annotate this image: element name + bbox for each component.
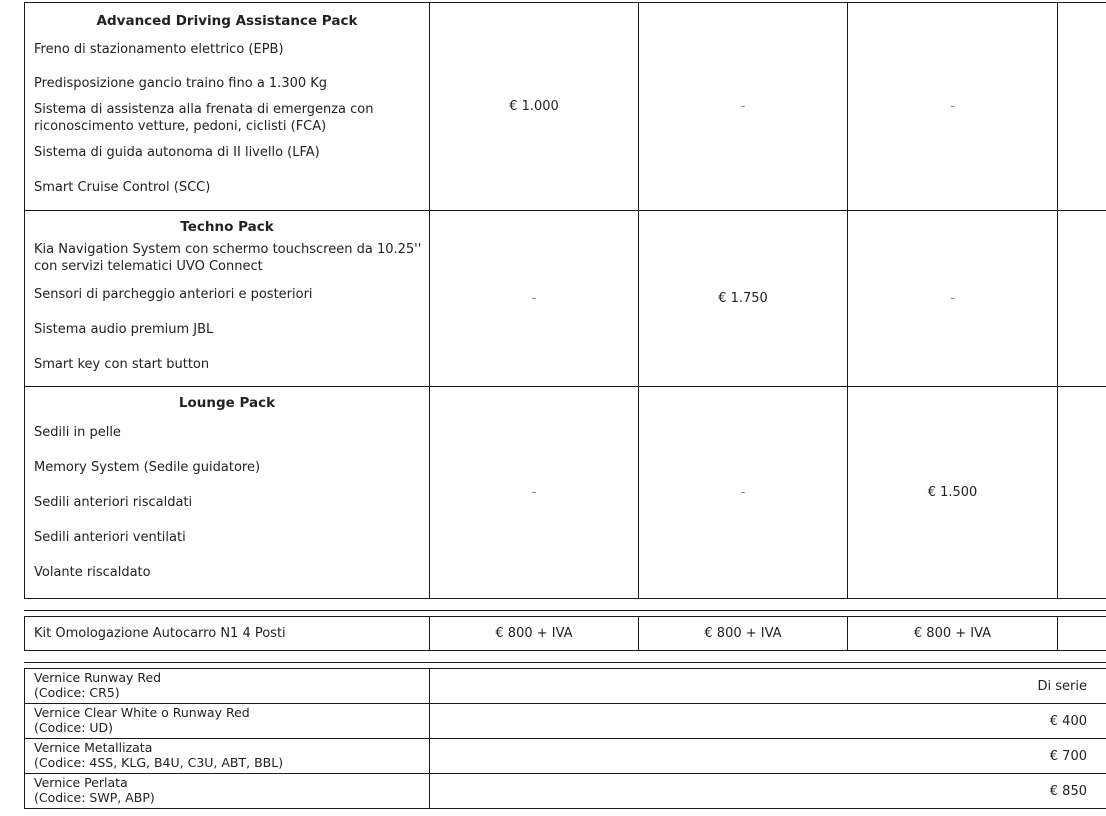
feature-item: Sedili anteriori ventilati — [34, 530, 186, 545]
kit-price-cell: € 800 + IVA — [848, 617, 1058, 651]
feature-item: Memory System (Sedile guidatore) — [34, 460, 261, 475]
feature-item: Smart key con start button — [34, 357, 210, 372]
pack-title: Advanced Driving Assistance Pack — [96, 13, 358, 29]
paint-price: € 850 — [430, 774, 1106, 809]
pack-features-cell — [25, 3, 430, 211]
pack-row-advanced-driving — [25, 3, 1106, 211]
feature-item: Volante riscaldato — [34, 565, 151, 580]
pack-features-cell — [25, 387, 430, 599]
pack-price-cell: - — [848, 3, 1058, 211]
pack-title: Techno Pack — [180, 219, 274, 235]
feature-item: Smart Cruise Control (SCC) — [34, 179, 211, 195]
feature-item: Sistema audio premium JBL — [34, 322, 214, 337]
empty-cell — [1058, 387, 1106, 599]
pack-price-cell: - — [639, 3, 848, 211]
paints-table — [24, 668, 1106, 809]
paint-row — [25, 669, 1106, 704]
paint-label-cell — [25, 669, 430, 704]
kit-price-cell: € 800 + IVA — [639, 617, 848, 651]
pack-price-cell: € 1.500 — [848, 387, 1058, 599]
paint-price: Di serie — [430, 669, 1106, 704]
empty-cell — [1058, 3, 1106, 211]
empty-cell — [1058, 617, 1106, 651]
pack-row-techno — [25, 211, 1106, 387]
pack-price-cell: - — [639, 387, 848, 599]
kit-table — [24, 616, 1106, 651]
paint-label-cell — [25, 774, 430, 809]
pack-price-cell: - — [848, 211, 1058, 387]
feature-item: Kia Navigation System con schermo touchscreen da 10.25'' con servizi telematici UVO Connect — [34, 242, 422, 274]
packs-table — [24, 2, 1106, 599]
divider-line — [24, 610, 1106, 611]
feature-item: Freno di stazionamento elettrico (EPB) — [34, 42, 284, 57]
kit-label: Kit Omologazione Autocarro N1 4 Posti — [25, 617, 430, 651]
feature-item: Sedili in pelle — [34, 425, 121, 440]
kit-price-cell: € 800 + IVA — [430, 617, 639, 651]
paint-label-cell — [25, 704, 430, 739]
pack-price-cell: € 1.000 — [430, 3, 639, 211]
paint-code: (Codice: SWP, ABP) — [34, 790, 155, 805]
pack-features-cell — [25, 211, 430, 387]
paint-row — [25, 739, 1106, 774]
paint-name: Vernice Metallizata — [34, 740, 153, 755]
kit-row — [25, 617, 1106, 651]
paint-label-cell — [25, 739, 430, 774]
pack-price-cell: - — [430, 211, 639, 387]
feature-item: Sistema di assistenza alla frenata di emergenza con riconoscimento vetture, pedoni, ciclisti (FCA) — [34, 102, 374, 134]
pack-row-lounge — [25, 387, 1106, 599]
feature-item: Sensori di parcheggio anteriori e posteriori — [34, 287, 313, 302]
paint-name: Vernice Clear White o Runway Red — [34, 705, 250, 720]
feature-item: Sedili anteriori riscaldati — [34, 495, 193, 510]
paint-code: (Codice: CR5) — [34, 685, 120, 700]
paint-name: Vernice Perlata — [34, 775, 128, 790]
paint-code: (Codice: 4SS, KLG, B4U, C3U, ABT, BBL) — [34, 755, 284, 770]
paint-price: € 400 — [430, 704, 1106, 739]
empty-cell — [1058, 211, 1106, 387]
paint-name: Vernice Runway Red — [34, 670, 162, 685]
pack-price-cell: - — [430, 387, 639, 599]
paint-price: € 700 — [430, 739, 1106, 774]
pack-title: Lounge Pack — [178, 395, 276, 411]
divider-line — [24, 662, 1106, 663]
paint-code: (Codice: UD) — [34, 720, 114, 735]
pack-price-cell: € 1.750 — [639, 211, 848, 387]
feature-item: Predisposizione gancio traino fino a 1.300 Kg — [34, 76, 328, 91]
feature-item: Sistema di guida autonoma di II livello (LFA) — [34, 144, 320, 160]
paint-row — [25, 774, 1106, 809]
paint-row — [25, 704, 1106, 739]
